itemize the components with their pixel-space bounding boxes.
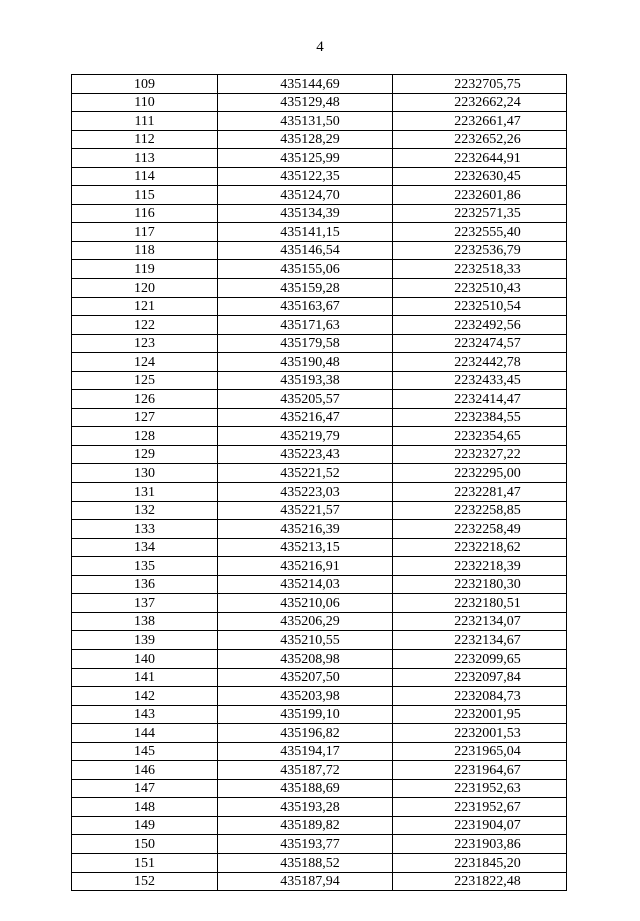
y-coordinate-cell: 2231952,67 — [393, 798, 567, 817]
y-coordinate-cell: 2232327,22 — [393, 445, 567, 464]
y-coordinate-cell: 2232001,95 — [393, 705, 567, 724]
table-row — [72, 445, 567, 464]
table-row — [72, 75, 567, 94]
table-row — [72, 779, 567, 798]
table-row — [72, 223, 567, 242]
y-coordinate-cell: 2232097,84 — [393, 668, 567, 687]
point-number-cell: 125 — [72, 371, 218, 390]
table-row — [72, 260, 567, 279]
x-coordinate-cell: 435203,98 — [218, 687, 393, 706]
x-coordinate-cell: 435223,43 — [218, 445, 393, 464]
x-coordinate-cell: 435189,82 — [218, 816, 393, 835]
y-coordinate-cell: 2232555,40 — [393, 223, 567, 242]
point-number-cell: 117 — [72, 223, 218, 242]
x-coordinate-cell: 435163,67 — [218, 297, 393, 316]
table-row — [72, 816, 567, 835]
x-coordinate-cell: 435193,38 — [218, 371, 393, 390]
x-coordinate-cell: 435221,52 — [218, 464, 393, 483]
point-number-cell: 124 — [72, 353, 218, 372]
point-number-cell: 133 — [72, 520, 218, 539]
table-row — [72, 649, 567, 668]
x-coordinate-cell: 435188,52 — [218, 853, 393, 872]
x-coordinate-cell: 435221,57 — [218, 501, 393, 520]
y-coordinate-cell: 2231964,67 — [393, 761, 567, 780]
table-row — [72, 241, 567, 260]
x-coordinate-cell: 435216,91 — [218, 557, 393, 576]
x-coordinate-cell: 435208,98 — [218, 649, 393, 668]
coordinates-table-body — [72, 75, 567, 891]
x-coordinate-cell: 435210,06 — [218, 594, 393, 613]
table-row — [72, 705, 567, 724]
x-coordinate-cell: 435146,54 — [218, 241, 393, 260]
point-number-cell: 122 — [72, 316, 218, 335]
y-coordinate-cell: 2231952,63 — [393, 779, 567, 798]
y-coordinate-cell: 2232644,91 — [393, 149, 567, 168]
table-row — [72, 130, 567, 149]
point-number-cell: 134 — [72, 538, 218, 557]
point-number-cell: 123 — [72, 334, 218, 353]
table-row — [72, 761, 567, 780]
table-row — [72, 724, 567, 743]
y-coordinate-cell: 2232433,45 — [393, 371, 567, 390]
y-coordinate-cell: 2232001,53 — [393, 724, 567, 743]
y-coordinate-cell: 2232601,86 — [393, 186, 567, 205]
point-number-cell: 132 — [72, 501, 218, 520]
point-number-cell: 150 — [72, 835, 218, 854]
point-number-cell: 148 — [72, 798, 218, 817]
y-coordinate-cell: 2232180,30 — [393, 575, 567, 594]
x-coordinate-cell: 435214,03 — [218, 575, 393, 594]
x-coordinate-cell: 435188,69 — [218, 779, 393, 798]
y-coordinate-cell: 2232218,39 — [393, 557, 567, 576]
x-coordinate-cell: 435216,39 — [218, 520, 393, 539]
point-number-cell: 143 — [72, 705, 218, 724]
y-coordinate-cell: 2231965,04 — [393, 742, 567, 761]
x-coordinate-cell: 435193,77 — [218, 835, 393, 854]
y-coordinate-cell: 2232705,75 — [393, 75, 567, 94]
table-row — [72, 186, 567, 205]
table-row — [72, 334, 567, 353]
x-coordinate-cell: 435159,28 — [218, 279, 393, 298]
x-coordinate-cell: 435194,17 — [218, 742, 393, 761]
y-coordinate-cell: 2232218,62 — [393, 538, 567, 557]
point-number-cell: 127 — [72, 408, 218, 427]
point-number-cell: 147 — [72, 779, 218, 798]
point-number-cell: 140 — [72, 649, 218, 668]
table-row — [72, 594, 567, 613]
x-coordinate-cell: 435131,50 — [218, 112, 393, 131]
x-coordinate-cell: 435129,48 — [218, 93, 393, 112]
x-coordinate-cell: 435213,15 — [218, 538, 393, 557]
point-number-cell: 142 — [72, 687, 218, 706]
point-number-cell: 138 — [72, 612, 218, 631]
table-row — [72, 204, 567, 223]
table-row — [72, 316, 567, 335]
x-coordinate-cell: 435187,72 — [218, 761, 393, 780]
y-coordinate-cell: 2232084,73 — [393, 687, 567, 706]
x-coordinate-cell: 435187,94 — [218, 872, 393, 891]
y-coordinate-cell: 2231904,07 — [393, 816, 567, 835]
y-coordinate-cell: 2232661,47 — [393, 112, 567, 131]
table-row — [72, 631, 567, 650]
x-coordinate-cell: 435199,10 — [218, 705, 393, 724]
x-coordinate-cell: 435207,50 — [218, 668, 393, 687]
y-coordinate-cell: 2232099,65 — [393, 649, 567, 668]
table-row — [72, 575, 567, 594]
y-coordinate-cell: 2232652,26 — [393, 130, 567, 149]
y-coordinate-cell: 2232354,65 — [393, 427, 567, 446]
x-coordinate-cell: 435219,79 — [218, 427, 393, 446]
y-coordinate-cell: 2232295,00 — [393, 464, 567, 483]
point-number-cell: 130 — [72, 464, 218, 483]
point-number-cell: 119 — [72, 260, 218, 279]
point-number-cell: 118 — [72, 241, 218, 260]
table-row — [72, 353, 567, 372]
page-number: 4 — [316, 39, 324, 55]
x-coordinate-cell: 435122,35 — [218, 167, 393, 186]
table-row — [72, 371, 567, 390]
x-coordinate-cell: 435190,48 — [218, 353, 393, 372]
point-number-cell: 146 — [72, 761, 218, 780]
x-coordinate-cell: 435124,70 — [218, 186, 393, 205]
y-coordinate-cell: 2231822,48 — [393, 872, 567, 891]
table-row — [72, 853, 567, 872]
point-number-cell: 151 — [72, 853, 218, 872]
point-number-cell: 129 — [72, 445, 218, 464]
point-number-cell: 113 — [72, 149, 218, 168]
y-coordinate-cell: 2232518,33 — [393, 260, 567, 279]
y-coordinate-cell: 2232384,55 — [393, 408, 567, 427]
table-row — [72, 872, 567, 891]
table-row — [72, 742, 567, 761]
point-number-cell: 110 — [72, 93, 218, 112]
y-coordinate-cell: 2232414,47 — [393, 390, 567, 409]
x-coordinate-cell: 435125,99 — [218, 149, 393, 168]
coordinates-table — [71, 74, 567, 891]
y-coordinate-cell: 2232536,79 — [393, 241, 567, 260]
point-number-cell: 145 — [72, 742, 218, 761]
y-coordinate-cell: 2232630,45 — [393, 167, 567, 186]
point-number-cell: 136 — [72, 575, 218, 594]
point-number-cell: 116 — [72, 204, 218, 223]
y-coordinate-cell: 2232510,54 — [393, 297, 567, 316]
y-coordinate-cell: 2231845,20 — [393, 853, 567, 872]
point-number-cell: 128 — [72, 427, 218, 446]
point-number-cell: 152 — [72, 872, 218, 891]
x-coordinate-cell: 435134,39 — [218, 204, 393, 223]
point-number-cell: 114 — [72, 167, 218, 186]
point-number-cell: 141 — [72, 668, 218, 687]
y-coordinate-cell: 2232442,78 — [393, 353, 567, 372]
point-number-cell: 149 — [72, 816, 218, 835]
point-number-cell: 121 — [72, 297, 218, 316]
table-row — [72, 408, 567, 427]
table-row — [72, 464, 567, 483]
y-coordinate-cell: 2232258,85 — [393, 501, 567, 520]
table-row — [72, 149, 567, 168]
x-coordinate-cell: 435216,47 — [218, 408, 393, 427]
y-coordinate-cell: 2232571,35 — [393, 204, 567, 223]
x-coordinate-cell: 435155,06 — [218, 260, 393, 279]
y-coordinate-cell: 2232281,47 — [393, 483, 567, 502]
point-number-cell: 139 — [72, 631, 218, 650]
y-coordinate-cell: 2232134,67 — [393, 631, 567, 650]
x-coordinate-cell: 435223,03 — [218, 483, 393, 502]
x-coordinate-cell: 435205,57 — [218, 390, 393, 409]
point-number-cell: 137 — [72, 594, 218, 613]
table-row — [72, 501, 567, 520]
x-coordinate-cell: 435206,29 — [218, 612, 393, 631]
table-row — [72, 687, 567, 706]
point-number-cell: 120 — [72, 279, 218, 298]
table-row — [72, 538, 567, 557]
point-number-cell: 112 — [72, 130, 218, 149]
point-number-cell: 111 — [72, 112, 218, 131]
y-coordinate-cell: 2231903,86 — [393, 835, 567, 854]
x-coordinate-cell: 435171,63 — [218, 316, 393, 335]
table-row — [72, 427, 567, 446]
y-coordinate-cell: 2232662,24 — [393, 93, 567, 112]
point-number-cell: 144 — [72, 724, 218, 743]
x-coordinate-cell: 435144,69 — [218, 75, 393, 94]
table-row — [72, 483, 567, 502]
point-number-cell: 135 — [72, 557, 218, 576]
y-coordinate-cell: 2232180,51 — [393, 594, 567, 613]
table-row — [72, 798, 567, 817]
y-coordinate-cell: 2232492,56 — [393, 316, 567, 335]
table-row — [72, 520, 567, 539]
point-number-cell: 131 — [72, 483, 218, 502]
x-coordinate-cell: 435210,55 — [218, 631, 393, 650]
y-coordinate-cell: 2232258,49 — [393, 520, 567, 539]
point-number-cell: 109 — [72, 75, 218, 94]
point-number-cell: 115 — [72, 186, 218, 205]
point-number-cell: 126 — [72, 390, 218, 409]
table-row — [72, 668, 567, 687]
table-row — [72, 557, 567, 576]
table-row — [72, 612, 567, 631]
y-coordinate-cell: 2232474,57 — [393, 334, 567, 353]
table-row — [72, 112, 567, 131]
x-coordinate-cell: 435128,29 — [218, 130, 393, 149]
table-row — [72, 297, 567, 316]
x-coordinate-cell: 435179,58 — [218, 334, 393, 353]
y-coordinate-cell: 2232510,43 — [393, 279, 567, 298]
table-row — [72, 279, 567, 298]
y-coordinate-cell: 2232134,07 — [393, 612, 567, 631]
table-row — [72, 93, 567, 112]
x-coordinate-cell: 435196,82 — [218, 724, 393, 743]
table-row — [72, 835, 567, 854]
table-row — [72, 167, 567, 186]
x-coordinate-cell: 435193,28 — [218, 798, 393, 817]
table-row — [72, 390, 567, 409]
x-coordinate-cell: 435141,15 — [218, 223, 393, 242]
